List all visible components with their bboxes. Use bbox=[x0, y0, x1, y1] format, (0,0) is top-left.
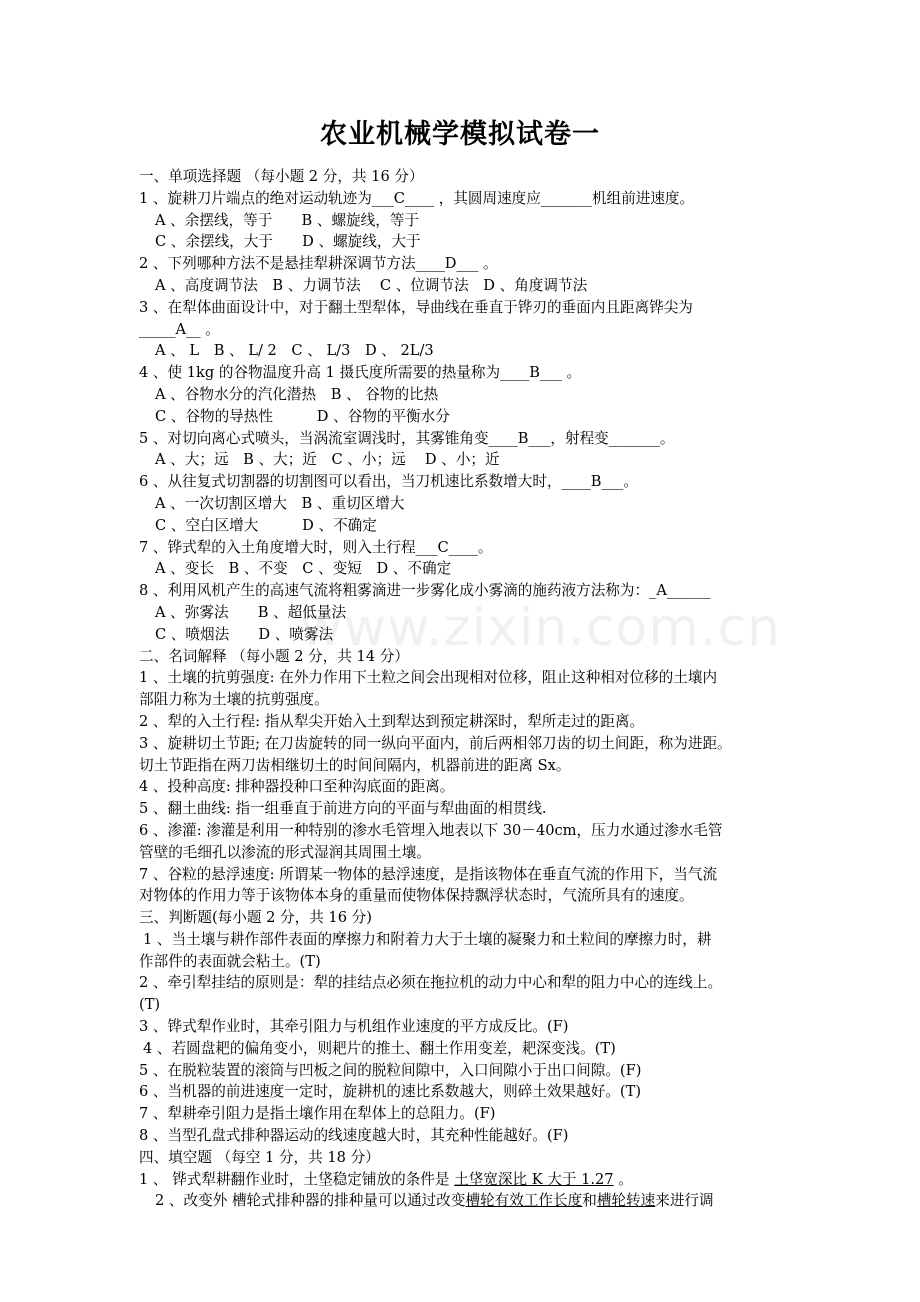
option-line: A 、高度调节法 B 、力调节法 C 、位调节法 D 、角度调节法 bbox=[155, 276, 588, 294]
option-line: C 、余摆线，大于 D 、螺旋线，大于 bbox=[155, 233, 421, 251]
question-text: 7 、铧式犁的入土角度增大时，则入土行程___C____。 bbox=[139, 538, 493, 556]
question-text: 5 、对切向离心式喷头，当涡流室调浅时，其雾锥角变____B___，射程变_______。 bbox=[139, 429, 675, 447]
judgement-text: 1 、当土壤与耕作部件表面的摩擦力和附着力大于土壤的凝聚力和土粒间的摩擦力时，耕 bbox=[143, 930, 712, 948]
document-title: 农业机械学模拟试卷一 bbox=[320, 119, 600, 150]
question-text: 1 、旋耕刀片端点的绝对运动轨迹为___C____ ，其圆周速度应_______机组前进速度。 bbox=[139, 189, 695, 207]
judgement-text: 5 、在脱粒装置的滚筒与凹板之间的脱粒间隙中，入口间隙小于出口间隙。(F) bbox=[139, 1061, 642, 1079]
definition-text: 管壁的毛细孔以渗流的形式湿润其周围土壤。 bbox=[139, 843, 431, 861]
section-heading: 四、填空题 （每空 1 分，共 18 分） bbox=[139, 1148, 380, 1166]
fill-blank-text bbox=[139, 1190, 789, 1212]
fill-blank-prompt: 1 、 铧式犁耕翻作业时，土垡稳定铺放的条件是 bbox=[139, 1170, 450, 1188]
definition-text: 部阻力称为土壤的抗剪强度。 bbox=[139, 691, 329, 709]
option-line: C 、喷烟法 D 、喷雾法 bbox=[155, 625, 334, 643]
fill-blank-end: 。 bbox=[618, 1170, 633, 1188]
question-text: 3 、在犁体曲面设计中，对于翻土型犁体，导曲线在垂直于铧刃的垂面内且距离铧尖为 bbox=[139, 298, 693, 316]
question-text: 6 、从往复式切割器的切割图可以看出，当刀机速比系数增大时，____B___。 bbox=[139, 473, 638, 491]
option-line: C 、谷物的导热性 D 、谷物的平衡水分 bbox=[155, 407, 450, 425]
definition-text: 6 、渗灌: 渗灌是利用一种特别的渗水毛管埋入地表以下 30－40cm，压力水通过渗水毛管 bbox=[139, 821, 723, 839]
definition-text: 5 、翻土曲线: 指一组垂直于前进方向的平面与犁曲面的相贯线. bbox=[139, 800, 547, 818]
judgement-text: 4 、若圆盘耙的偏角变小，则耙片的推土、翻土作用变差，耙深变浅。(T) bbox=[143, 1039, 616, 1057]
definition-text: 3 、旋耕切土节距; 在刀齿旋转的同一纵向平面内，前后两相邻刀齿的切土间距，称为进距。 bbox=[139, 734, 732, 752]
definition-text: 切土节距指在两刀齿相继切土的时间间隔内，机器前进的距离 Sx。 bbox=[139, 756, 571, 774]
judgement-text: 2 、牵引犁挂结的原则是：犁的挂结点必须在拖拉机的动力中心和犁的阻力中心的连线上。 bbox=[139, 974, 723, 992]
option-line: A 、谷物水分的汽化潜热 B 、 谷物的比热 bbox=[155, 385, 439, 403]
option-line: A 、变长 B 、不变 C 、变短 D 、不确定 bbox=[155, 560, 452, 578]
fill-blank-answer: 槽轮转速 bbox=[596, 1192, 656, 1210]
watermark: www.zixin.com.cn bbox=[300, 598, 781, 658]
question-text: _____A__ 。 bbox=[139, 320, 220, 338]
fill-blank-end: 来进行调 bbox=[655, 1192, 714, 1210]
option-line: C 、空白区增大 D 、不确定 bbox=[155, 516, 377, 534]
judgement-text: 8 、当型孔盘式排种器运动的线速度越大时，其充种性能越好。(F) bbox=[139, 1127, 569, 1145]
document-body bbox=[139, 166, 789, 1212]
judgement-text: 7 、犁耕牵引阻力是指土壤作用在犁体上的总阻力。(F) bbox=[139, 1105, 496, 1123]
judgement-text: 作部件的表面就会粘土。(T) bbox=[139, 952, 321, 970]
definition-text: 2 、犁的入土行程: 指从犁尖开始入土到犁达到预定耕深时，犁所走过的距离。 bbox=[139, 712, 645, 730]
fill-blank-text bbox=[139, 1169, 789, 1191]
judgement-text: 6 、当机器的前进速度一定时，旋耕机的速比系数越大，则碎土效果越好。(T) bbox=[139, 1083, 642, 1101]
option-line: A 、一次切割区增大 B 、重切区增大 bbox=[155, 494, 405, 512]
judgement-text: (T) bbox=[139, 996, 161, 1014]
fill-blank-connector: 和 bbox=[582, 1192, 597, 1210]
option-line: A 、 L B 、 L/ 2 C 、 L/3 D 、 2L/3 bbox=[155, 342, 434, 360]
definition-text: 1 、土壤的抗剪强度: 在外力作用下土粒之间会出现相对位移，阻止这种相对位移的土壤内 bbox=[139, 669, 718, 687]
definition-text: 4 、投种高度: 排种器投种口至种沟底面的距离。 bbox=[139, 778, 455, 796]
question-text: 2 、下列哪种方法不是悬挂犁耕深调节方法____D___ 。 bbox=[139, 255, 498, 273]
option-line: A 、余摆线，等于 B 、螺旋线，等于 bbox=[155, 211, 420, 229]
question-text: 4 、使 1kg 的谷物温度升高 1 摄氏度所需要的热量称为____B___ 。 bbox=[139, 364, 582, 382]
option-line: A 、弥雾法 B 、超低量法 bbox=[155, 603, 347, 621]
definition-text: 对物体的作用力等于该物体本身的重量而使物体保持飘浮状态时，气流所具有的速度。 bbox=[139, 887, 694, 905]
section-heading: 二、名词解释 （每小题 2 分，共 14 分） bbox=[139, 647, 409, 665]
question-text: 8 、利用风机产生的高速气流将粗雾滴进一步雾化成小雾滴的施药液方法称为：_A______ bbox=[139, 582, 711, 600]
fill-blank-prompt: 2 、改变外 槽轮式排种器的排种量可以通过改变 bbox=[155, 1192, 466, 1210]
judgement-text: 3 、铧式犁作业时，其牵引阻力与机组作业速度的平方成反比。(F) bbox=[139, 1018, 569, 1036]
fill-blank-answer: 槽轮有效工作长度 bbox=[465, 1192, 583, 1210]
option-line: A 、大；远 B 、大；近 C 、小；远 D 、小；近 bbox=[155, 451, 500, 469]
section-heading: 三、判断题(每小题 2 分，共 16 分) bbox=[139, 909, 372, 927]
section-heading: 一、单项选择题 （每小题 2 分，共 16 分） bbox=[139, 168, 424, 185]
definition-text: 7 、谷粒的悬浮速度: 所谓某一物体的悬浮速度，是指该物体在垂直气流的作用下，当气流 bbox=[139, 865, 718, 883]
fill-blank-answer: 土垡宽深比 K 大于 1.27 bbox=[454, 1170, 614, 1188]
